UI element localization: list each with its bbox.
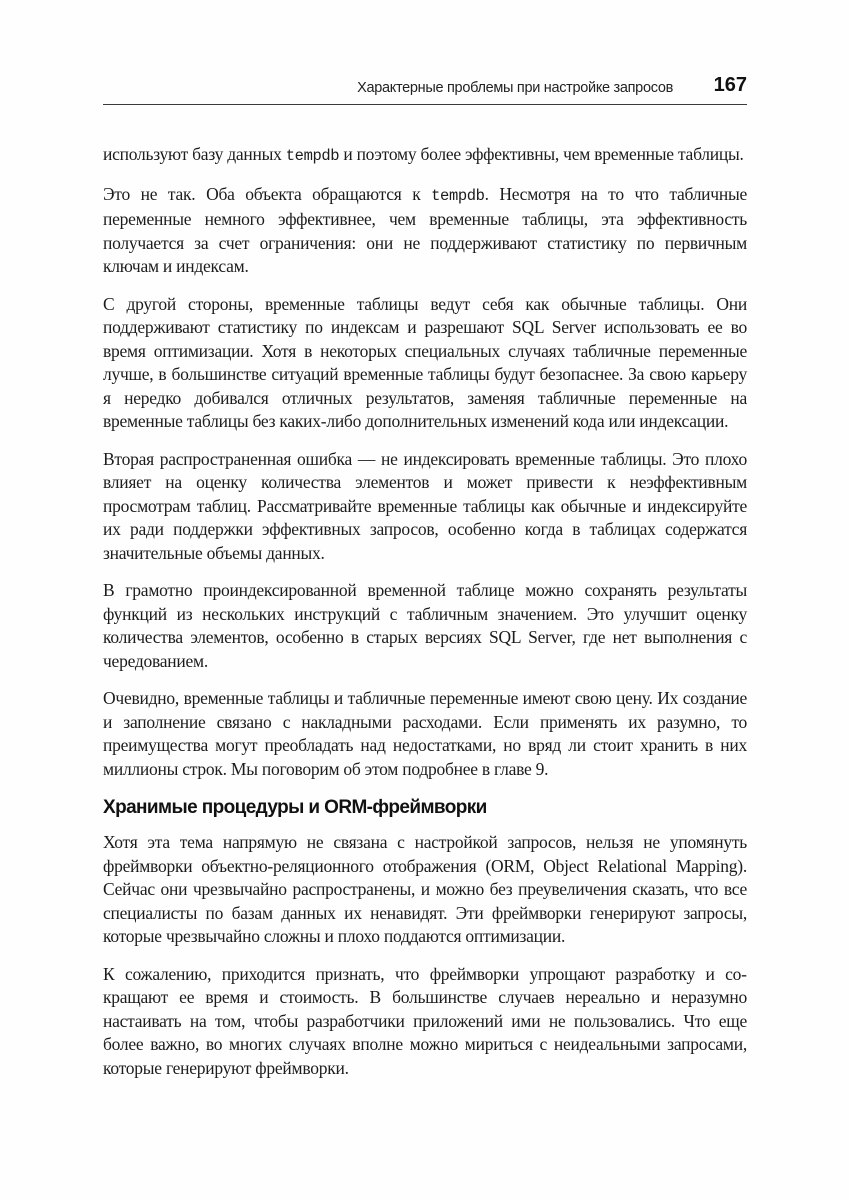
paragraph-8: К сожалению, приходится признать, что фреймворки упрощают разработку и сокращают ее время и стоимость. В большинстве случаев нереально и неразумно настаивать на том, чтобы разработчики приложений ими не пользовались. Что еще более важно, во многих случаях вполне можно мириться с неидеальными запросами, которые генерируют фреймворки. [103,963,747,1078]
paragraph-2 [103,183,747,279]
running-title: Характерные проблемы при настройке запросов [357,80,673,96]
page-number: 167 [713,74,747,96]
paragraph-4: Вторая распространенная ошибка — не индексировать временные таблицы. Это плохо влияет на оценку количества элементов и может привести к неэффективным просмотрам таблиц. Рассматривайте временные таблицы как обычные и индексируйте их ради поддержки эффективных запросов, особенно когда в таблицах содержатся значительные объемы данных. [103,448,747,563]
page-body [103,143,747,1094]
paragraph-5: В грамотно проиндексированной временной таблице можно сохранять результаты функций из нескольких инструкций с табличным значением. Это улучшит оценку количества элементов, особенно в старых версиях SQL Server, где нет выполнения с чередованием. [103,580,747,671]
paragraph-1-text-a: используют базу данных [103,144,286,164]
paragraph-1 [103,143,747,169]
page-header [103,74,747,105]
paragraph-6: Очевидно, временные таблицы и табличные переменные имеют свою цену. Их создание и заполнение связано с накладными расходами. Если применять их разумно, то преимущества могут преобладать над недостатками, но вряд ли стоит хранить в них миллионы строк. Мы поговорим об этом подробнее в главе 9. [103,688,747,779]
tempdb-code: tempdb [285,147,340,165]
paragraph-1-text-b: и поэтому более эффективны, чем временные таблицы. [339,144,744,164]
tempdb-code: tempdb [431,186,485,205]
paragraph-3: С другой стороны, временные таблицы ведут себя как обычные таблицы. Они поддерживают статистику по индексам и разрешают SQL Server использовать ее во время оптимизации. Хотя в некоторых специальных случаях табличные переменные лучше, в большинстве ситуаций временные таблицы будут безопаснее. За свою карьеру я нередко добивался отличных результатов, заменяя табличные переменные на временные таблицы без каких-либо дополнительных изменений кода или индексации. [103,293,747,431]
paragraph-7: Хотя эта тема напрямую не связана с настройкой запросов, нельзя не упомянуть фреймворки объектно-реляционного отображения (ORM, Object Relational Mapping). Сейчас они чрезвычайно распространены, и можно без преувеличения сказать, что все специалисты по базам данных их ненавидят. Эти фреймворки генерируют запросы, которые чрезвычайно сложны и плохо поддаются оптимизации. [103,832,747,946]
paragraph-2-text-a: Это не так. Оба объекта обращаются к [103,183,432,204]
section-heading: Хранимые процедуры и ORM-фреймворки [103,797,487,818]
paragraph-2-text-b: . Несмотря на то что табличные переменные немного эффективнее, чем временные таблицы, эта эффективность получается за счет ограничения: они не поддерживают статистику по первичным ключам и индексам. [103,183,747,276]
